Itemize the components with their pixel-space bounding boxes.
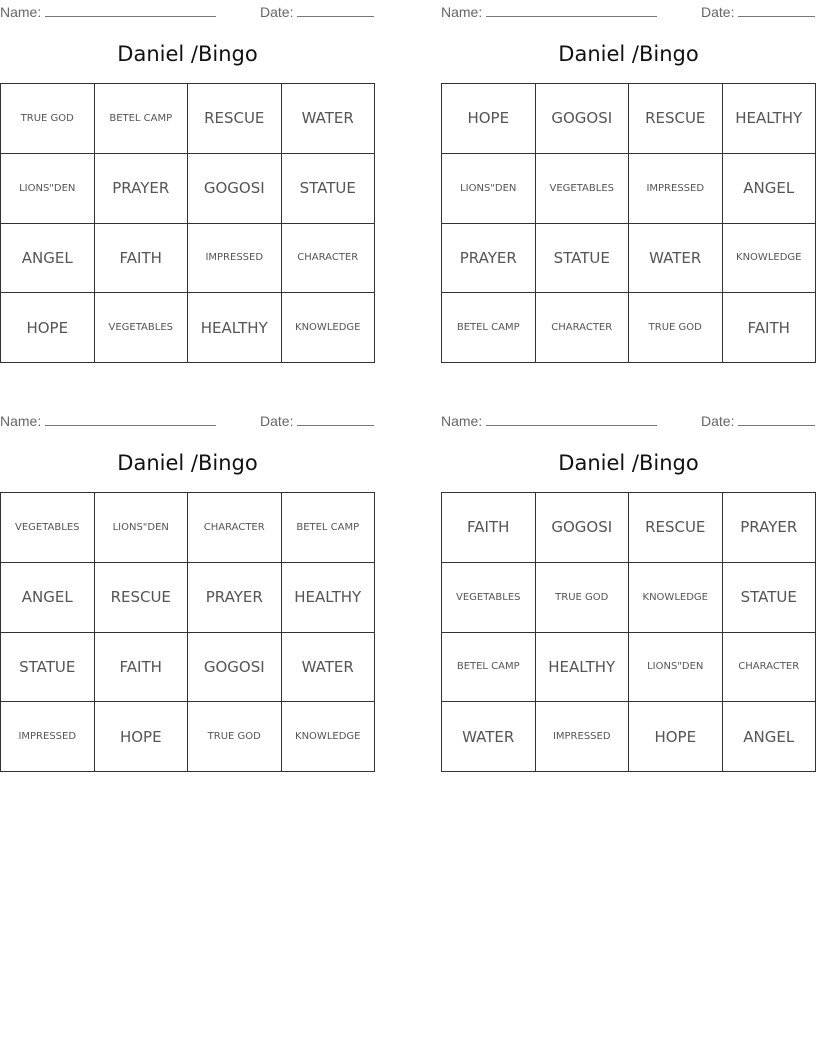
bingo-cell: STATUE bbox=[1, 633, 95, 703]
bingo-cell: STATUE bbox=[282, 154, 376, 224]
date-blank-line bbox=[738, 411, 815, 426]
bingo-cell: LIONS"DEN bbox=[1, 154, 95, 224]
name-date-row bbox=[0, 0, 375, 20]
bingo-cell: FAITH bbox=[95, 224, 189, 294]
name-field bbox=[0, 2, 216, 20]
name-blank-line bbox=[45, 411, 216, 426]
bingo-cell: VEGETABLES bbox=[1, 493, 95, 563]
bingo-cell: VEGETABLES bbox=[442, 563, 536, 633]
name-label: Name: bbox=[0, 413, 42, 429]
bingo-cell: ANGEL bbox=[1, 563, 95, 633]
name-label: Name: bbox=[441, 413, 483, 429]
bingo-cell: IMPRESSED bbox=[536, 702, 630, 772]
bingo-cell: RESCUE bbox=[95, 563, 189, 633]
bingo-grid bbox=[441, 492, 816, 772]
bingo-card bbox=[0, 0, 375, 337]
bingo-grid bbox=[441, 83, 816, 363]
bingo-cell: HOPE bbox=[1, 293, 95, 363]
bingo-cell: RESCUE bbox=[629, 84, 723, 154]
name-date-row bbox=[441, 0, 816, 20]
bingo-cell: VEGETABLES bbox=[536, 154, 630, 224]
bingo-cell: WATER bbox=[282, 633, 376, 703]
card-title: Daniel /Bingo bbox=[558, 451, 699, 475]
bingo-cell: BETEL CAMP bbox=[95, 84, 189, 154]
name-blank-line bbox=[486, 2, 657, 17]
name-blank-line bbox=[486, 411, 657, 426]
bingo-card bbox=[0, 409, 375, 746]
bingo-card bbox=[441, 409, 816, 746]
name-label: Name: bbox=[0, 4, 42, 20]
date-label: Date: bbox=[260, 413, 294, 429]
name-field bbox=[0, 411, 216, 429]
bingo-cell: FAITH bbox=[442, 493, 536, 563]
bingo-cell: HEALTHY bbox=[282, 563, 376, 633]
date-field bbox=[260, 411, 374, 429]
bingo-cell: KNOWLEDGE bbox=[282, 293, 376, 363]
bingo-cell: RESCUE bbox=[629, 493, 723, 563]
bingo-cell: BETEL CAMP bbox=[442, 633, 536, 703]
bingo-cell: HOPE bbox=[629, 702, 723, 772]
bingo-cell: KNOWLEDGE bbox=[723, 224, 816, 294]
bingo-cell: HEALTHY bbox=[723, 84, 816, 154]
card-title: Daniel /Bingo bbox=[117, 42, 258, 66]
date-blank-line bbox=[297, 2, 374, 17]
bingo-cell: STATUE bbox=[723, 563, 816, 633]
bingo-cell: WATER bbox=[629, 224, 723, 294]
bingo-cell: IMPRESSED bbox=[188, 224, 282, 294]
bingo-cell: GOGOSI bbox=[536, 493, 630, 563]
date-label: Date: bbox=[260, 4, 294, 20]
bingo-cell: IMPRESSED bbox=[1, 702, 95, 772]
bingo-cell: BETEL CAMP bbox=[282, 493, 376, 563]
bingo-cell: PRAYER bbox=[723, 493, 816, 563]
bingo-cell: CHARACTER bbox=[536, 293, 630, 363]
bingo-cell: GOGOSI bbox=[188, 633, 282, 703]
bingo-cell: HOPE bbox=[95, 702, 189, 772]
bingo-cell: WATER bbox=[442, 702, 536, 772]
bingo-cell: LIONS"DEN bbox=[95, 493, 189, 563]
date-label: Date: bbox=[701, 413, 735, 429]
name-date-row bbox=[441, 409, 816, 429]
bingo-grid bbox=[0, 83, 375, 363]
date-field bbox=[701, 411, 815, 429]
bingo-cell: HEALTHY bbox=[188, 293, 282, 363]
bingo-cell: LIONS"DEN bbox=[442, 154, 536, 224]
bingo-cell: ANGEL bbox=[723, 154, 816, 224]
bingo-cell: PRAYER bbox=[188, 563, 282, 633]
bingo-cell: FAITH bbox=[95, 633, 189, 703]
bingo-cell: GOGOSI bbox=[188, 154, 282, 224]
bingo-cell: TRUE GOD bbox=[536, 563, 630, 633]
name-blank-line bbox=[45, 2, 216, 17]
bingo-cell: KNOWLEDGE bbox=[629, 563, 723, 633]
date-blank-line bbox=[297, 411, 374, 426]
name-label: Name: bbox=[441, 4, 483, 20]
bingo-cell: IMPRESSED bbox=[629, 154, 723, 224]
bingo-cell: GOGOSI bbox=[536, 84, 630, 154]
date-field bbox=[260, 2, 374, 20]
bingo-card bbox=[441, 0, 816, 337]
date-field bbox=[701, 2, 815, 20]
bingo-cell: HOPE bbox=[442, 84, 536, 154]
bingo-cell: WATER bbox=[282, 84, 376, 154]
bingo-cell: KNOWLEDGE bbox=[282, 702, 376, 772]
bingo-cell: PRAYER bbox=[95, 154, 189, 224]
bingo-cell: VEGETABLES bbox=[95, 293, 189, 363]
bingo-cell: RESCUE bbox=[188, 84, 282, 154]
bingo-cell: TRUE GOD bbox=[188, 702, 282, 772]
bingo-cell: BETEL CAMP bbox=[442, 293, 536, 363]
bingo-cell: ANGEL bbox=[723, 702, 816, 772]
bingo-cell: HEALTHY bbox=[536, 633, 630, 703]
bingo-cell: FAITH bbox=[723, 293, 816, 363]
bingo-cell: CHARACTER bbox=[723, 633, 816, 703]
bingo-cell: TRUE GOD bbox=[629, 293, 723, 363]
date-blank-line bbox=[738, 2, 815, 17]
bingo-cell: CHARACTER bbox=[188, 493, 282, 563]
card-title: Daniel /Bingo bbox=[558, 42, 699, 66]
bingo-grid bbox=[0, 492, 375, 772]
name-date-row bbox=[0, 409, 375, 429]
bingo-cell: CHARACTER bbox=[282, 224, 376, 294]
date-label: Date: bbox=[701, 4, 735, 20]
name-field bbox=[441, 2, 657, 20]
bingo-cell: TRUE GOD bbox=[1, 84, 95, 154]
bingo-cell: ANGEL bbox=[1, 224, 95, 294]
bingo-cell: STATUE bbox=[536, 224, 630, 294]
name-field bbox=[441, 411, 657, 429]
card-title: Daniel /Bingo bbox=[117, 451, 258, 475]
bingo-cell: PRAYER bbox=[442, 224, 536, 294]
bingo-cell: LIONS"DEN bbox=[629, 633, 723, 703]
